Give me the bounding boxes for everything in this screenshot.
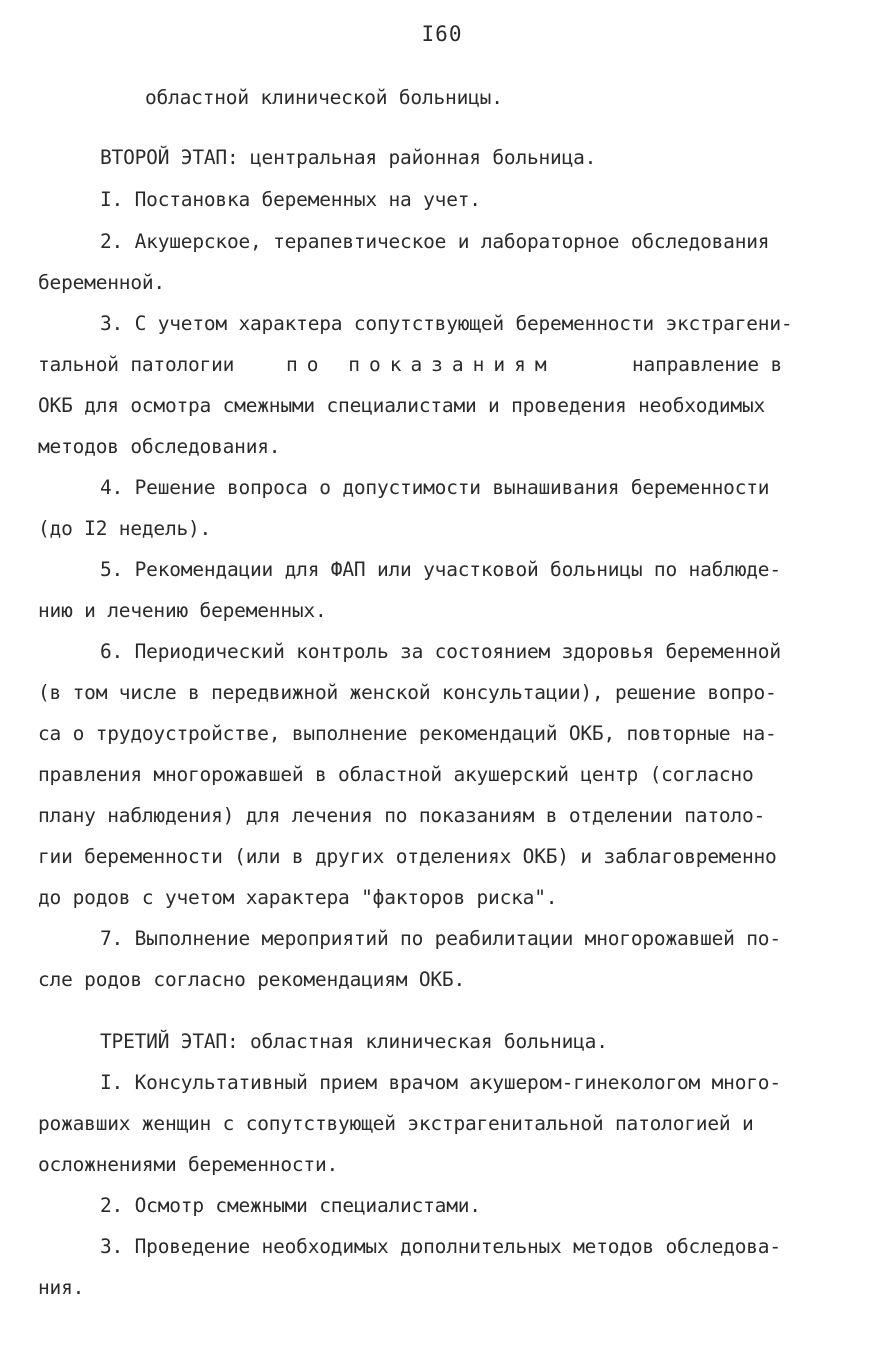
text-line: 3. С учетом характера сопутствующей беременности экстрагени-: [100, 312, 793, 335]
text-line: 2. Акушерское, терапевтическое и лабораторное обследования: [100, 230, 770, 253]
text-line: ОКБ для осмотра смежными специалистами и проведения необходимых: [38, 394, 766, 417]
text-line: до родов с учетом характера "факторов риска".: [38, 886, 558, 909]
text-line: (в том числе в передвижной женской консультации), решение вопро-: [38, 681, 777, 704]
text-line: правления многорожавшей в областной акушерский центр (согласно: [38, 763, 754, 786]
text-line: 3. Проведение необходимых дополнительных методов обследова-: [100, 1235, 781, 1258]
text-line: беременной.: [38, 271, 165, 294]
section-heading: ТРЕТИЙ ЭТАП: областная клиническая больница.: [100, 1030, 608, 1053]
text-line: са о трудоустройстве, выполнение рекомендаций ОКБ, повторные на-: [38, 722, 777, 745]
text-line: (до I2 недель).: [38, 517, 212, 540]
text-line: ния.: [38, 1276, 85, 1299]
text-line: 5. Рекомендации для ФАП или участковой больницы по наблюде-: [100, 558, 781, 581]
text-line: 2. Осмотр смежными специалистами.: [100, 1194, 481, 1217]
text-line: осложнениями беременности.: [38, 1153, 339, 1176]
text-line: методов обследования.: [38, 435, 281, 458]
text-line: 6. Периодический контроль за состоянием здоровья беременной: [100, 640, 781, 663]
emphasized-text: по показаниям: [286, 353, 556, 376]
text-line: рожавших женщин с сопутствующей экстрагенитальной патологией и: [38, 1112, 754, 1135]
text-line: I. Консультативный прием врачом акушером-гинекологом много-: [100, 1071, 781, 1094]
text-line: I. Постановка беременных на учет.: [100, 188, 481, 211]
section-heading: ВТОРОЙ ЭТАП: центральная районная больница.: [100, 146, 597, 169]
text-line: 4. Решение вопроса о допустимости вынашивания беременности: [100, 476, 770, 499]
text-line: областной клинической больницы.: [145, 86, 503, 109]
text-line: плану наблюдения) для лечения по показаниям в отделении патоло-: [38, 804, 766, 827]
text-line: тальной патологии: [38, 353, 235, 376]
page-number: I60: [421, 22, 463, 46]
text-line: сле родов согласно рекомендациям ОКБ.: [38, 968, 465, 991]
text-line: гии беременности (или в других отделениях ОКБ) и заблаговременно: [38, 845, 777, 868]
text-line: 7. Выполнение мероприятий по реабилитации многорожавшей по-: [100, 927, 781, 950]
text-line: направление в: [632, 353, 783, 376]
text-line: нию и лечению беременных.: [38, 599, 327, 622]
